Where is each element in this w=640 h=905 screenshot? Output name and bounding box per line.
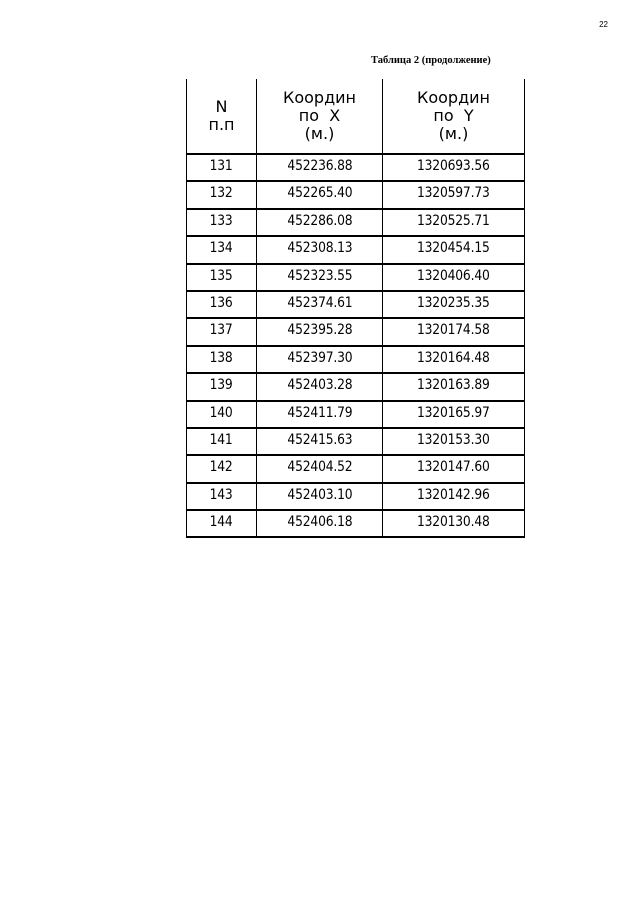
header-point-number — [187, 79, 257, 154]
coord-y-cell — [383, 455, 525, 482]
point-number-cell-text: 144 — [210, 514, 233, 531]
point-number-cell — [187, 236, 257, 263]
coord-y-cell — [383, 318, 525, 345]
coord-y-cell — [383, 401, 525, 428]
table-header-row — [187, 79, 525, 154]
coord-x-cell-text: 452411.79 — [286, 404, 353, 421]
coord-x-cell-text: 452397.30 — [286, 349, 353, 366]
point-number-cell-text: 135 — [210, 267, 233, 284]
table-row — [187, 483, 525, 510]
coord-x-cell — [257, 346, 383, 373]
coord-x-cell-text: 452236.88 — [286, 158, 353, 174]
table-caption: Таблица 2 (продолжение) — [371, 55, 491, 66]
point-number-cell-text: 142 — [210, 459, 233, 476]
coord-x-cell — [257, 154, 383, 181]
coord-x-cell — [257, 428, 383, 455]
point-number-cell-text: 134 — [210, 240, 233, 257]
coord-y-cell — [383, 181, 525, 208]
point-number-cell — [187, 483, 257, 510]
table-row — [187, 455, 525, 482]
coord-y-cell-text: 1320693.56 — [417, 158, 490, 174]
point-number-cell-text: 139 — [210, 377, 233, 394]
header-line: Координ — [416, 88, 490, 107]
coord-x-cell-text: 452374.61 — [286, 294, 353, 311]
point-number-cell-text: 131 — [210, 158, 233, 174]
table-row — [187, 346, 525, 373]
point-number-cell — [187, 346, 257, 373]
coord-y-cell-text: 1320165.97 — [417, 404, 490, 421]
table-row — [187, 236, 525, 263]
point-number-cell — [187, 209, 257, 236]
point-number-cell-text: 143 — [210, 486, 233, 503]
header-line: п.п — [208, 115, 235, 134]
point-number-cell — [187, 154, 257, 181]
point-number-cell — [187, 510, 257, 537]
point-number-cell — [187, 455, 257, 482]
coord-x-cell — [257, 236, 383, 263]
page-number: 22 — [599, 20, 608, 29]
point-number-cell — [187, 401, 257, 428]
point-number-cell — [187, 318, 257, 345]
coord-y-cell — [383, 428, 525, 455]
coord-x-cell-text: 452308.13 — [286, 240, 353, 257]
coord-y-cell — [383, 346, 525, 373]
coord-y-cell-text: 1320235.35 — [417, 294, 490, 311]
header-line: (м.) — [438, 124, 469, 143]
coord-y-cell — [383, 264, 525, 291]
coord-y-cell — [383, 209, 525, 236]
point-number-cell-text: 141 — [210, 431, 233, 448]
coord-y-cell — [383, 483, 525, 510]
coord-y-cell-text: 1320153.30 — [417, 431, 490, 448]
coord-x-cell — [257, 483, 383, 510]
coord-x-cell-text: 452395.28 — [286, 322, 353, 339]
coord-y-cell-text: 1320597.73 — [417, 185, 490, 202]
point-number-cell-text: 140 — [210, 404, 233, 421]
coord-y-cell-text: 1320142.96 — [417, 486, 490, 503]
coord-y-cell — [383, 373, 525, 400]
table-row — [187, 209, 525, 236]
point-number-cell — [187, 181, 257, 208]
coord-x-cell-text: 452403.10 — [286, 486, 353, 503]
coord-y-cell — [383, 291, 525, 318]
coord-x-cell — [257, 373, 383, 400]
coord-x-cell — [257, 455, 383, 482]
point-number-cell — [187, 264, 257, 291]
point-number-cell — [187, 291, 257, 318]
coord-x-cell — [257, 181, 383, 208]
coord-x-cell — [257, 291, 383, 318]
coord-x-cell — [257, 401, 383, 428]
coord-y-cell-text: 1320130.48 — [417, 514, 490, 531]
table-row — [187, 401, 525, 428]
coord-x-cell-text: 452265.40 — [286, 185, 353, 202]
coord-x-cell-text: 452403.28 — [286, 377, 353, 394]
coord-y-cell-text: 1320147.60 — [417, 459, 490, 476]
header-line: (м.) — [304, 124, 335, 143]
coord-x-cell-text: 452415.63 — [286, 431, 353, 448]
table-row — [187, 373, 525, 400]
header-coord-x — [257, 79, 383, 154]
coord-x-cell — [257, 318, 383, 345]
coord-y-cell — [383, 154, 525, 181]
coord-x-cell-text: 452286.08 — [286, 212, 353, 229]
table-row — [187, 181, 525, 208]
header-line: по X — [298, 106, 341, 125]
coord-x-cell — [257, 510, 383, 537]
coord-x-cell-text: 452404.52 — [286, 459, 353, 476]
table-row — [187, 318, 525, 345]
coord-y-cell-text: 1320164.48 — [417, 349, 490, 366]
point-number-cell — [187, 373, 257, 400]
table-row — [187, 428, 525, 455]
coord-x-cell-text: 452323.55 — [286, 267, 353, 284]
coord-y-cell-text: 1320406.40 — [417, 267, 490, 284]
coord-y-cell-text: 1320454.15 — [417, 240, 490, 257]
table-row — [187, 154, 525, 181]
coord-y-cell — [383, 510, 525, 537]
point-number-cell-text: 132 — [210, 185, 233, 202]
header-line: по Y — [433, 106, 474, 125]
point-number-cell-text: 136 — [210, 294, 233, 311]
coord-y-cell-text: 1320525.71 — [417, 212, 490, 229]
header-coord-y — [383, 79, 525, 154]
coord-x-cell-text: 452406.18 — [286, 514, 353, 531]
coord-y-cell-text: 1320163.89 — [417, 377, 490, 394]
coord-x-cell — [257, 264, 383, 291]
point-number-cell-text: 138 — [210, 349, 233, 366]
coord-y-cell-text: 1320174.58 — [417, 322, 490, 339]
table-body — [187, 154, 525, 537]
header-line: N — [215, 97, 228, 116]
table-row — [187, 264, 525, 291]
coordinates-table — [186, 79, 525, 538]
point-number-cell-text: 137 — [210, 322, 233, 339]
point-number-cell-text: 133 — [210, 212, 233, 229]
coord-y-cell — [383, 236, 525, 263]
header-line: Координ — [282, 88, 356, 107]
point-number-cell — [187, 428, 257, 455]
table-row — [187, 510, 525, 537]
coord-x-cell — [257, 209, 383, 236]
table-row — [187, 291, 525, 318]
